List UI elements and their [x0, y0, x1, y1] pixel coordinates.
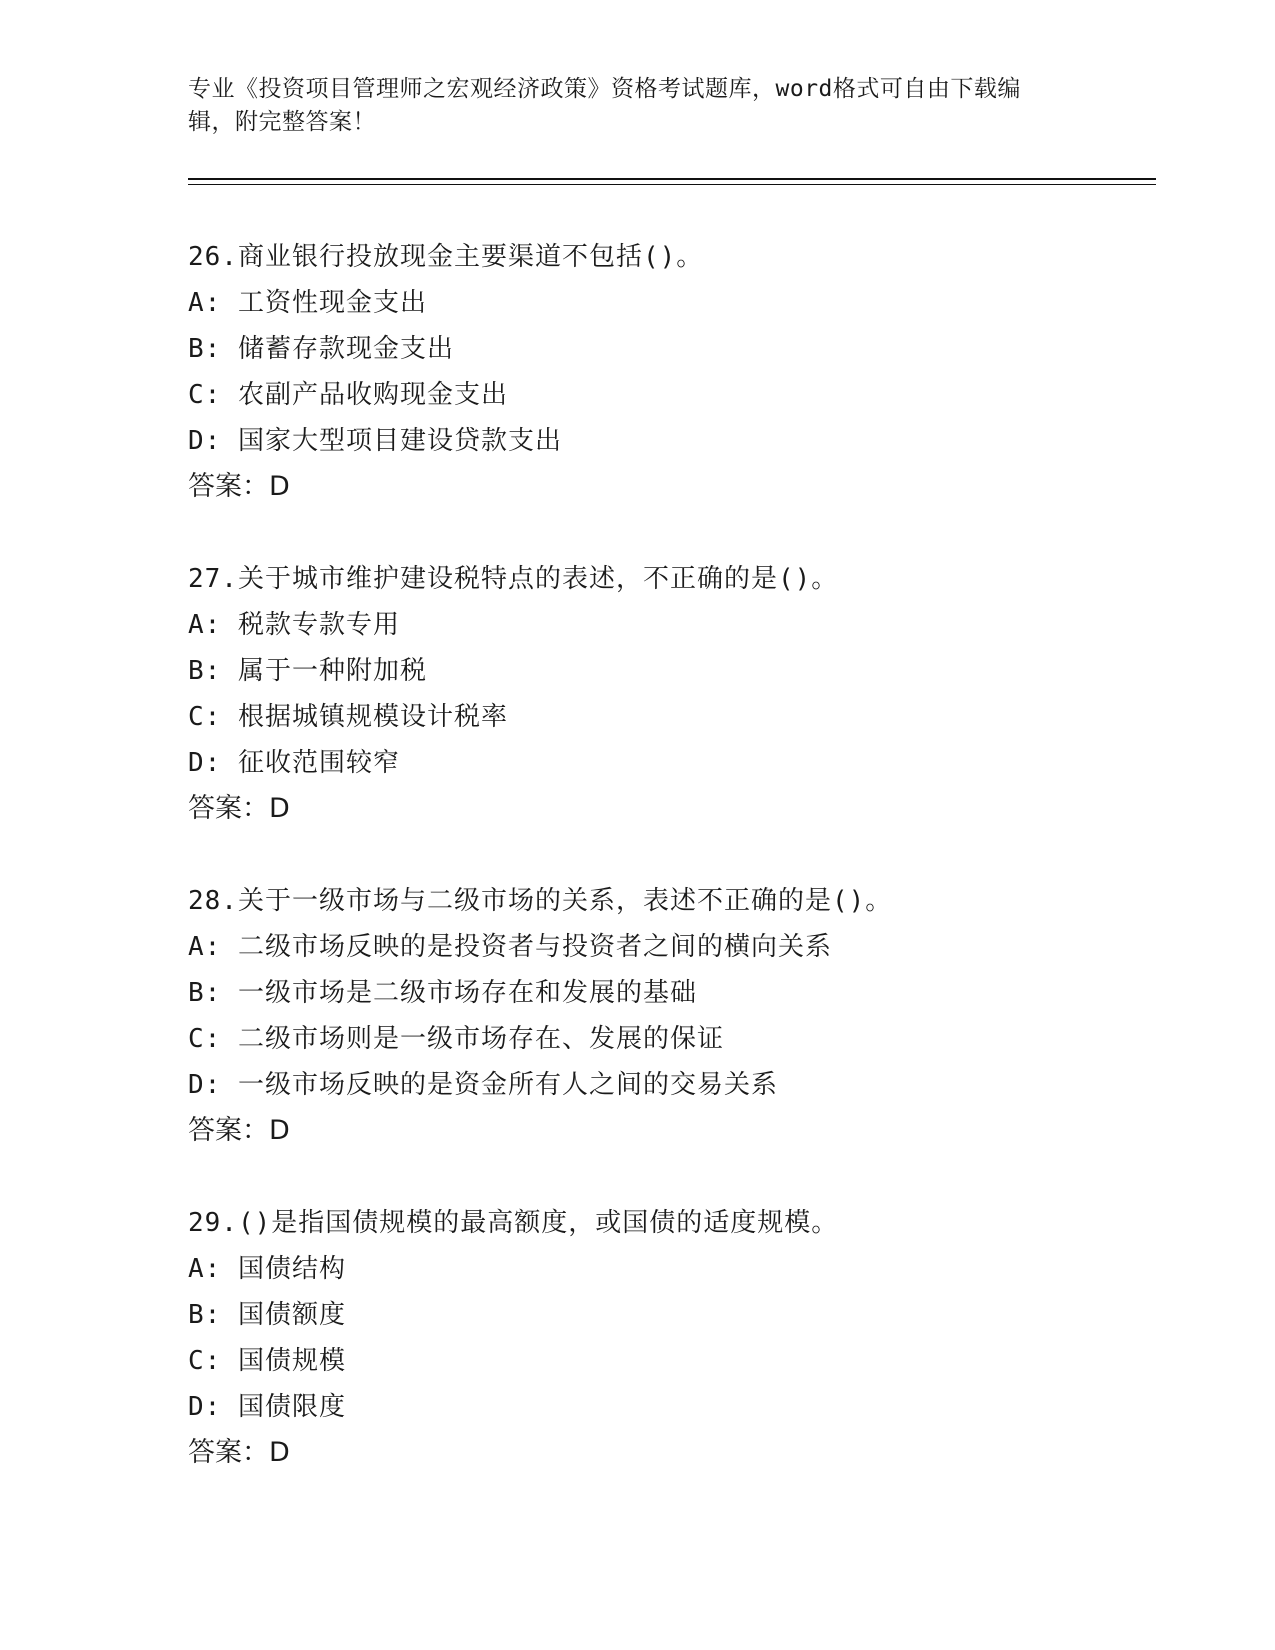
option-b: B: 属于一种附加税 [188, 656, 427, 686]
option-a: A: 二级市场反映的是投资者与投资者之间的横向关系 [188, 932, 832, 962]
option-b: B: 储蓄存款现金支出 [188, 334, 454, 364]
header-line-1: 专业《投资项目管理师之宏观经济政策》资格考试题库，word格式可自由下载编 [188, 76, 1021, 102]
question-26 [188, 234, 1148, 556]
option-b: B: 一级市场是二级市场存在和发展的基础 [188, 978, 697, 1008]
question-stem: 27.关于城市维护建设税特点的表述，不正确的是()。 [188, 564, 839, 594]
option-d: D: 征收范围较窄 [188, 748, 400, 778]
question-28 [188, 878, 1148, 1200]
option-c: C: 农副产品收购现金支出 [188, 380, 508, 410]
option-c: C: 二级市场则是一级市场存在、发展的保证 [188, 1024, 724, 1054]
question-stem: 26.商业银行投放现金主要渠道不包括()。 [188, 242, 704, 272]
option-d: D: 一级市场反映的是资金所有人之间的交易关系 [188, 1070, 778, 1100]
question-stem: 29.()是指国债规模的最高额度，或国债的适度规模。 [188, 1208, 839, 1238]
option-d: D: 国债限度 [188, 1392, 346, 1422]
answer: 答案：D [188, 793, 290, 824]
document-header [188, 73, 1068, 139]
question-list [188, 234, 1148, 1522]
option-c: C: 根据城镇规模设计税率 [188, 702, 508, 732]
option-c: C: 国债规模 [188, 1346, 346, 1376]
option-a: A: 税款专款专用 [188, 610, 400, 640]
question-29 [188, 1200, 1148, 1522]
header-divider [188, 178, 1156, 185]
option-d: D: 国家大型项目建设贷款支出 [188, 426, 562, 456]
option-b: B: 国债额度 [188, 1300, 346, 1330]
option-a: A: 国债结构 [188, 1254, 346, 1284]
answer: 答案：D [188, 1437, 290, 1468]
option-a: A: 工资性现金支出 [188, 288, 427, 318]
answer: 答案：D [188, 471, 290, 502]
question-stem: 28.关于一级市场与二级市场的关系，表述不正确的是()。 [188, 886, 893, 916]
question-27 [188, 556, 1148, 878]
header-line-2: 辑，附完整答案！ [188, 109, 376, 135]
answer: 答案：D [188, 1115, 290, 1146]
